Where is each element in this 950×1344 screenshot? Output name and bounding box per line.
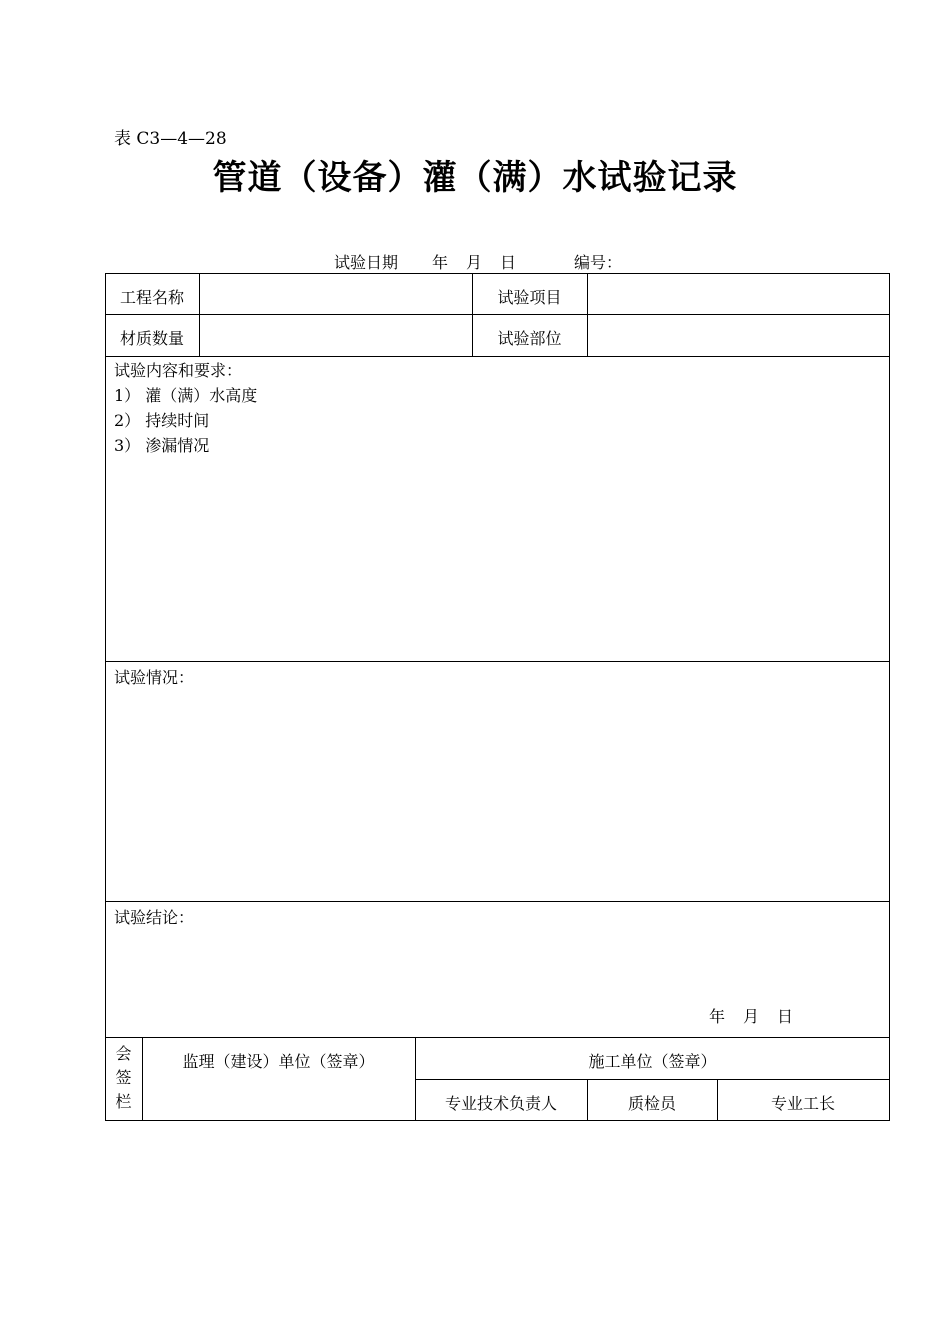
date-month: 月	[466, 253, 483, 272]
material-quantity-field[interactable]	[200, 317, 472, 355]
requirements-heading: 试验内容和要求：	[114, 361, 243, 380]
quality-inspector-label: 质检员	[627, 1094, 676, 1113]
construction-unit-label: 施工单位（签章）	[588, 1052, 717, 1071]
situation-field[interactable]	[106, 690, 888, 900]
test-date-label: 试验日期	[334, 253, 399, 272]
project-name-field[interactable]	[200, 276, 472, 314]
tech-lead-label: 专业技术负责人	[444, 1094, 557, 1113]
conclusion-date	[709, 1004, 793, 1027]
test-location-label: 试验部位	[497, 329, 562, 348]
test-location-field[interactable]	[588, 317, 888, 355]
signature-char: 会	[115, 1044, 132, 1063]
conclusion-year: 年	[709, 1007, 726, 1026]
test-item-field[interactable]	[588, 276, 888, 314]
supervision-unit-label: 监理（建设）单位（签章）	[182, 1052, 375, 1071]
requirement-item: 2） 持续时间	[114, 411, 210, 430]
requirement-item: 3） 渗漏情况	[114, 436, 210, 455]
form-code: 表 C3—4—28	[114, 129, 227, 149]
record-number-label: 编号：	[574, 253, 623, 272]
signature-char: 栏	[115, 1092, 132, 1111]
date-day: 日	[500, 253, 517, 272]
conclusion-heading: 试验结论：	[114, 908, 195, 927]
signature-char: 签	[115, 1068, 132, 1087]
signature-column-label	[105, 1042, 142, 1114]
test-date-ymd	[432, 250, 534, 273]
material-quantity-label: 材质数量	[119, 329, 184, 348]
date-year: 年	[432, 253, 449, 272]
conclusion-field[interactable]	[106, 930, 888, 1000]
conclusion-day: 日	[777, 1007, 794, 1026]
situation-heading: 试验情况：	[114, 668, 195, 687]
requirements-section	[114, 358, 257, 458]
test-item-label: 试验项目	[497, 288, 562, 307]
foreman-label: 专业工长	[770, 1094, 835, 1113]
requirement-item: 1） 灌（满）水高度	[114, 386, 258, 405]
conclusion-month: 月	[743, 1007, 760, 1026]
page-title: 管道（设备）灌（满）水试验记录	[212, 158, 738, 198]
supervision-signature-field[interactable]	[143, 1081, 414, 1119]
project-name-label: 工程名称	[119, 288, 184, 307]
